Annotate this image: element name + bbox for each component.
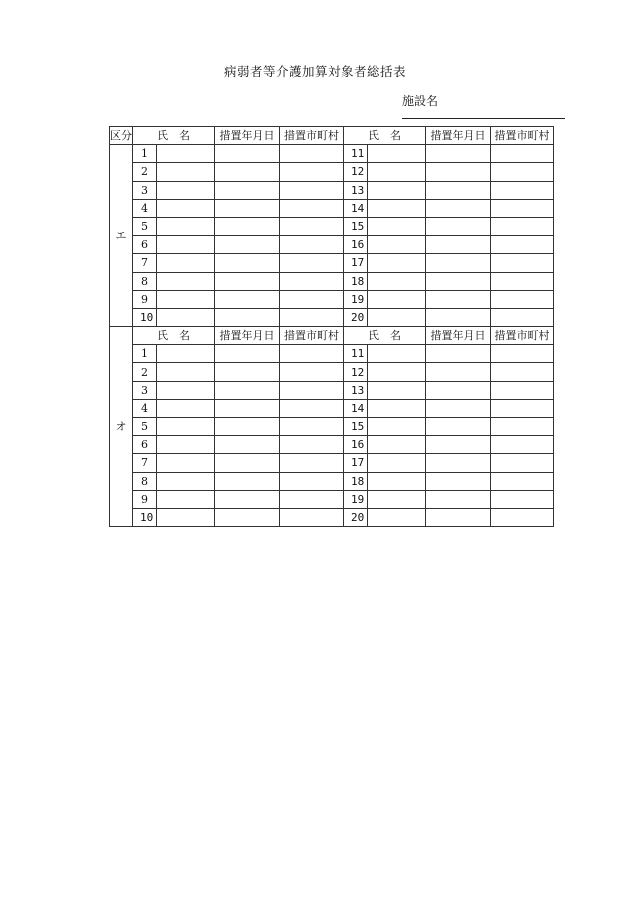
name-cell[interactable]: [157, 381, 215, 399]
header-date-right: 措置年月日: [426, 127, 491, 145]
municipality-cell[interactable]: [491, 345, 554, 363]
table-row: [110, 308, 554, 326]
date-cell[interactable]: [215, 381, 280, 399]
municipality-cell[interactable]: [491, 472, 554, 490]
summary-table: [109, 126, 554, 527]
date-cell[interactable]: [426, 399, 491, 417]
table-row: [110, 490, 554, 508]
row-number-left: 4: [133, 199, 157, 217]
name-cell[interactable]: [157, 163, 215, 181]
name-cell[interactable]: [368, 163, 426, 181]
header-date-left: 措置年月日: [215, 327, 280, 345]
date-cell[interactable]: [215, 399, 280, 417]
row-number-left: 7: [133, 454, 157, 472]
municipality-cell[interactable]: [491, 508, 554, 526]
name-cell[interactable]: [368, 454, 426, 472]
row-number-left: 7: [133, 254, 157, 272]
header-row: [110, 327, 554, 345]
name-cell[interactable]: [157, 308, 215, 326]
date-cell[interactable]: [426, 454, 491, 472]
name-cell[interactable]: [368, 508, 426, 526]
row-number-right: 11: [344, 345, 368, 363]
header-municipality-left: 措置市町村: [280, 327, 344, 345]
page-title: 病弱者等介護加算対象者総括表: [223, 64, 406, 79]
name-cell[interactable]: [368, 254, 426, 272]
date-cell[interactable]: [215, 290, 280, 308]
name-cell[interactable]: [157, 363, 215, 381]
municipality-cell[interactable]: [491, 454, 554, 472]
name-cell[interactable]: [157, 181, 215, 199]
table-row: [110, 272, 554, 290]
category-cell: オ: [110, 327, 133, 527]
row-number-left: 2: [133, 363, 157, 381]
name-cell[interactable]: [368, 363, 426, 381]
date-cell[interactable]: [426, 381, 491, 399]
header-date-left: 措置年月日: [215, 127, 280, 145]
date-cell[interactable]: [426, 418, 491, 436]
name-cell[interactable]: [157, 217, 215, 235]
row-number-left: 4: [133, 399, 157, 417]
table-row: [110, 181, 554, 199]
header-municipality-right: 措置市町村: [491, 127, 554, 145]
date-cell[interactable]: [426, 290, 491, 308]
municipality-cell[interactable]: [491, 199, 554, 217]
name-cell[interactable]: [157, 508, 215, 526]
date-cell[interactable]: [215, 308, 280, 326]
header-date-right: 措置年月日: [426, 327, 491, 345]
municipality-cell[interactable]: [491, 381, 554, 399]
row-number-left: 2: [133, 163, 157, 181]
table-row: [110, 199, 554, 217]
row-number-left: 6: [133, 436, 157, 454]
table-row: [110, 418, 554, 436]
name-cell[interactable]: [157, 399, 215, 417]
row-number-right: 17: [344, 454, 368, 472]
row-number-right: 20: [344, 308, 368, 326]
date-cell[interactable]: [426, 363, 491, 381]
name-cell[interactable]: [157, 236, 215, 254]
facility-label: 施設名: [402, 94, 439, 108]
date-cell[interactable]: [426, 472, 491, 490]
name-cell[interactable]: [157, 254, 215, 272]
municipality-cell[interactable]: [280, 290, 344, 308]
row-number-left: 8: [133, 272, 157, 290]
row-number-right: 18: [344, 472, 368, 490]
row-number-left: 8: [133, 472, 157, 490]
row-number-left: 1: [133, 345, 157, 363]
row-number-right: 14: [344, 199, 368, 217]
category-cell: エ: [110, 145, 133, 327]
row-number-right: 15: [344, 418, 368, 436]
municipality-cell[interactable]: [280, 381, 344, 399]
municipality-cell[interactable]: [280, 454, 344, 472]
municipality-cell[interactable]: [491, 236, 554, 254]
name-cell[interactable]: [157, 145, 215, 163]
municipality-cell[interactable]: [280, 308, 344, 326]
date-cell[interactable]: [215, 163, 280, 181]
municipality-cell[interactable]: [491, 290, 554, 308]
table-row: [110, 399, 554, 417]
municipality-cell[interactable]: [491, 145, 554, 163]
date-cell[interactable]: [426, 217, 491, 235]
municipality-cell[interactable]: [280, 363, 344, 381]
row-number-right: 12: [344, 163, 368, 181]
date-cell[interactable]: [426, 436, 491, 454]
summary-table-body: [110, 127, 554, 527]
table-row: [110, 217, 554, 235]
date-cell[interactable]: [215, 199, 280, 217]
name-cell[interactable]: [157, 290, 215, 308]
date-cell[interactable]: [215, 454, 280, 472]
date-cell[interactable]: [215, 418, 280, 436]
table-row: [110, 254, 554, 272]
date-cell[interactable]: [426, 308, 491, 326]
row-number-left: 6: [133, 236, 157, 254]
municipality-cell[interactable]: [491, 308, 554, 326]
date-cell[interactable]: [215, 272, 280, 290]
municipality-cell[interactable]: [280, 399, 344, 417]
municipality-cell[interactable]: [280, 490, 344, 508]
header-municipality-right: 措置市町村: [491, 327, 554, 345]
header-name-right: 氏 名: [344, 127, 426, 145]
date-cell[interactable]: [215, 345, 280, 363]
name-cell[interactable]: [157, 418, 215, 436]
row-number-left: 10: [133, 508, 157, 526]
table-row: [110, 145, 554, 163]
date-cell[interactable]: [215, 508, 280, 526]
date-cell[interactable]: [426, 181, 491, 199]
row-number-left: 9: [133, 490, 157, 508]
facility-name-line: [402, 118, 565, 119]
date-cell[interactable]: [215, 181, 280, 199]
table-row: [110, 163, 554, 181]
date-cell[interactable]: [426, 145, 491, 163]
date-cell[interactable]: [215, 236, 280, 254]
name-cell[interactable]: [368, 399, 426, 417]
header-row: [110, 127, 554, 145]
row-number-right: 13: [344, 381, 368, 399]
date-cell[interactable]: [426, 163, 491, 181]
header-municipality-left: 措置市町村: [280, 127, 344, 145]
municipality-cell[interactable]: [280, 508, 344, 526]
municipality-cell[interactable]: [280, 163, 344, 181]
date-cell[interactable]: [426, 490, 491, 508]
municipality-cell[interactable]: [491, 181, 554, 199]
municipality-cell[interactable]: [491, 363, 554, 381]
municipality-cell[interactable]: [491, 272, 554, 290]
table-row: [110, 508, 554, 526]
municipality-cell[interactable]: [491, 254, 554, 272]
table-row: [110, 381, 554, 399]
name-cell[interactable]: [368, 308, 426, 326]
date-cell[interactable]: [426, 236, 491, 254]
name-cell[interactable]: [368, 381, 426, 399]
name-cell[interactable]: [368, 290, 426, 308]
municipality-cell[interactable]: [491, 436, 554, 454]
municipality-cell[interactable]: [280, 236, 344, 254]
row-number-right: 11: [344, 145, 368, 163]
row-number-right: 19: [344, 490, 368, 508]
name-cell[interactable]: [368, 418, 426, 436]
row-number-right: 14: [344, 399, 368, 417]
municipality-cell[interactable]: [280, 345, 344, 363]
name-cell[interactable]: [368, 436, 426, 454]
date-cell[interactable]: [426, 254, 491, 272]
date-cell[interactable]: [426, 508, 491, 526]
date-cell[interactable]: [215, 363, 280, 381]
row-number-right: 16: [344, 236, 368, 254]
row-number-right: 19: [344, 290, 368, 308]
table-row: [110, 290, 554, 308]
name-cell[interactable]: [368, 345, 426, 363]
name-cell[interactable]: [368, 199, 426, 217]
table-row: [110, 454, 554, 472]
row-number-right: 20: [344, 508, 368, 526]
row-number-right: 18: [344, 272, 368, 290]
table-row: [110, 436, 554, 454]
name-cell[interactable]: [368, 181, 426, 199]
name-cell[interactable]: [368, 236, 426, 254]
municipality-cell[interactable]: [491, 399, 554, 417]
table-row: [110, 363, 554, 381]
date-cell[interactable]: [426, 272, 491, 290]
name-cell[interactable]: [157, 490, 215, 508]
row-number-left: 1: [133, 145, 157, 163]
row-number-left: 3: [133, 181, 157, 199]
header-name-left: 氏 名: [133, 327, 215, 345]
name-cell[interactable]: [368, 217, 426, 235]
name-cell[interactable]: [157, 272, 215, 290]
name-cell[interactable]: [368, 272, 426, 290]
municipality-cell[interactable]: [491, 490, 554, 508]
table-row: [110, 345, 554, 363]
municipality-cell[interactable]: [491, 163, 554, 181]
municipality-cell[interactable]: [280, 199, 344, 217]
row-number-left: 5: [133, 418, 157, 436]
municipality-cell[interactable]: [280, 436, 344, 454]
header-category: 区分: [110, 127, 133, 145]
table-row: [110, 472, 554, 490]
municipality-cell[interactable]: [280, 418, 344, 436]
date-cell[interactable]: [215, 436, 280, 454]
municipality-cell[interactable]: [280, 181, 344, 199]
row-number-right: 13: [344, 181, 368, 199]
row-number-right: 12: [344, 363, 368, 381]
municipality-cell[interactable]: [280, 272, 344, 290]
municipality-cell[interactable]: [280, 472, 344, 490]
row-number-left: 3: [133, 381, 157, 399]
row-number-right: 17: [344, 254, 368, 272]
municipality-cell[interactable]: [491, 217, 554, 235]
name-cell[interactable]: [157, 472, 215, 490]
municipality-cell[interactable]: [280, 145, 344, 163]
row-number-right: 16: [344, 436, 368, 454]
row-number-left: 5: [133, 217, 157, 235]
date-cell[interactable]: [215, 472, 280, 490]
date-cell[interactable]: [426, 199, 491, 217]
date-cell[interactable]: [215, 254, 280, 272]
name-cell[interactable]: [368, 472, 426, 490]
date-cell[interactable]: [215, 145, 280, 163]
municipality-cell[interactable]: [280, 254, 344, 272]
name-cell[interactable]: [157, 199, 215, 217]
municipality-cell[interactable]: [280, 217, 344, 235]
header-name-left: 氏 名: [133, 127, 215, 145]
date-cell[interactable]: [215, 490, 280, 508]
table-row: [110, 236, 554, 254]
municipality-cell[interactable]: [491, 418, 554, 436]
row-number-right: 15: [344, 217, 368, 235]
row-number-left: 9: [133, 290, 157, 308]
name-cell[interactable]: [157, 345, 215, 363]
date-cell[interactable]: [426, 345, 491, 363]
name-cell[interactable]: [368, 145, 426, 163]
row-number-left: 10: [133, 308, 157, 326]
name-cell[interactable]: [368, 490, 426, 508]
date-cell[interactable]: [215, 217, 280, 235]
name-cell[interactable]: [157, 454, 215, 472]
name-cell[interactable]: [157, 436, 215, 454]
header-name-right: 氏 名: [344, 327, 426, 345]
